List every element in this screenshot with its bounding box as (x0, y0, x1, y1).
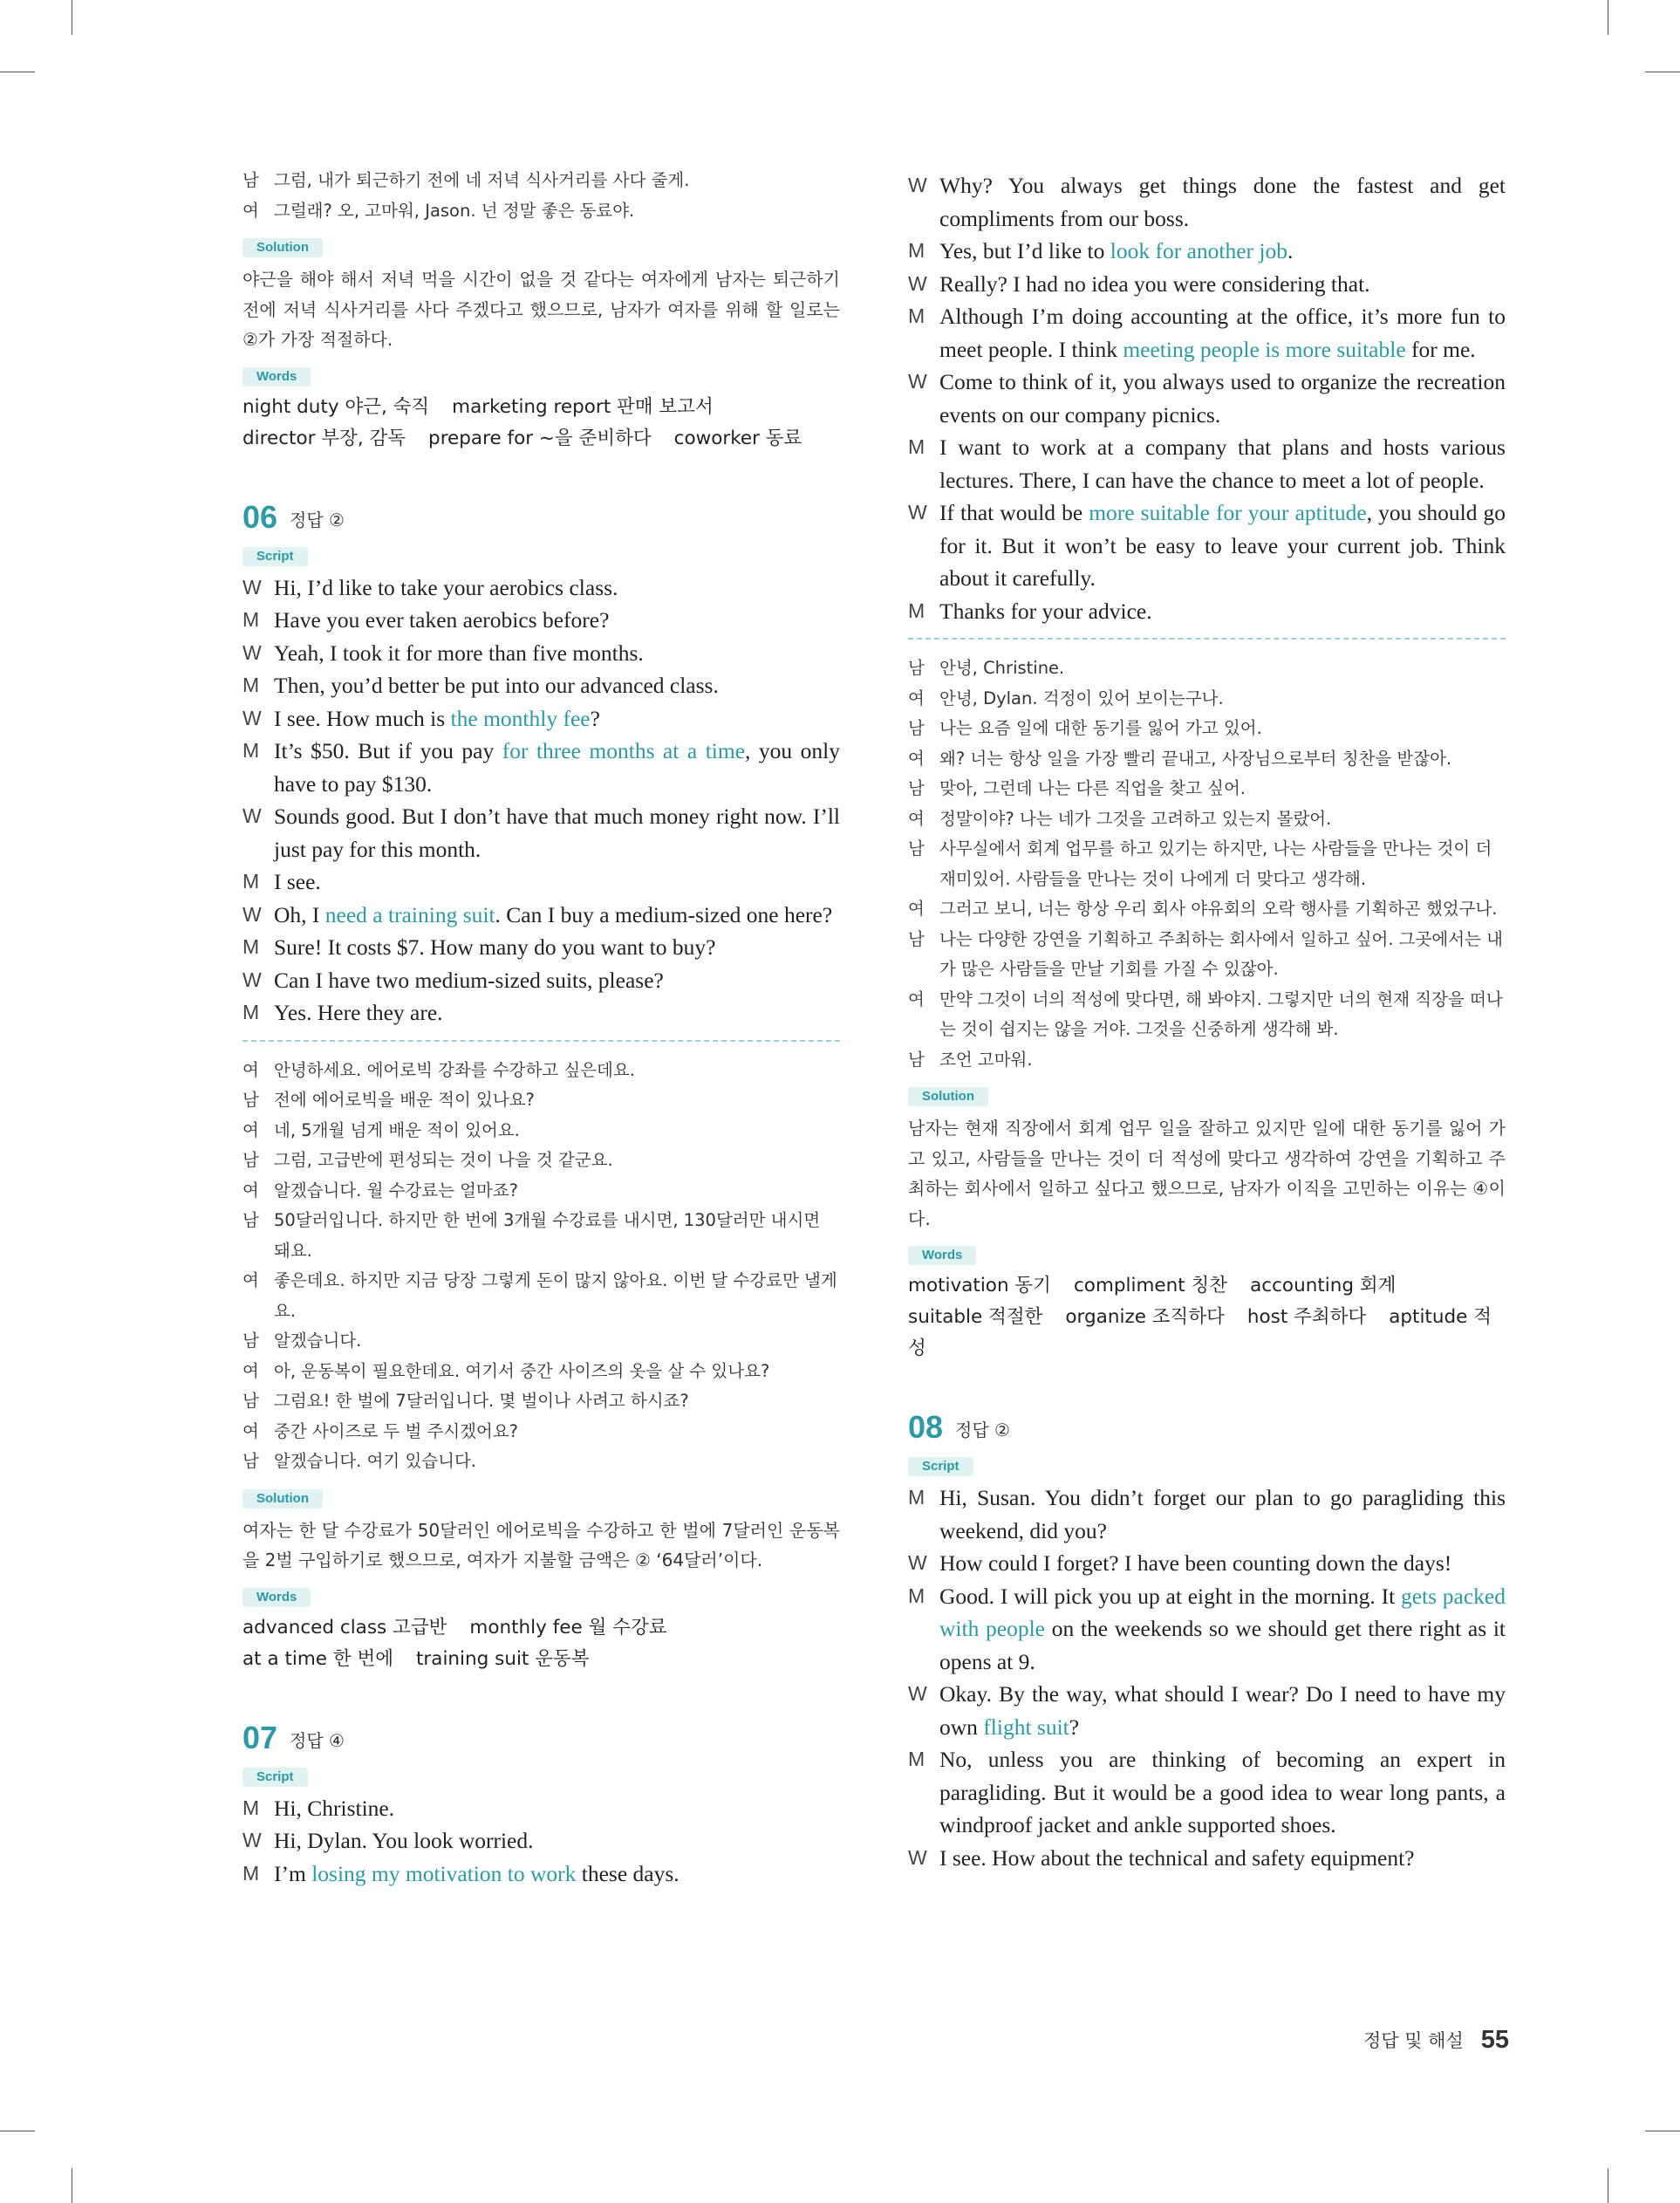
script-line (908, 300, 1506, 366)
page-footer (1343, 2022, 1509, 2057)
speaker-label: W (908, 370, 927, 393)
words-row (242, 392, 840, 423)
line-text: It’s $50. But if you pay (274, 738, 502, 763)
line-text: . Can I buy a medium-sized one here? (495, 901, 833, 927)
speaker-label: 남 (908, 1049, 925, 1070)
speaker-label: 여 (242, 1119, 259, 1140)
speaker-label: 남 (242, 1150, 259, 1170)
dialogue-line (242, 1266, 840, 1326)
speaker-label: W (242, 706, 262, 729)
dialogue-line (242, 1206, 840, 1266)
script-line (908, 268, 1506, 301)
answer-text: 정답 ④ (290, 1729, 345, 1751)
script-line (242, 865, 840, 899)
speaker-label: 남 (242, 1090, 259, 1110)
line-text: 왜? 너는 항상 일을 가장 빨리 끝내고, 사장님으로부터 칭찬을 받잖아. (939, 748, 1452, 769)
dialogue-line (908, 985, 1506, 1045)
script-line (242, 669, 840, 702)
question-header (908, 1406, 1506, 1445)
highlighted-phrase: for three months at a time (502, 738, 746, 763)
line-text: Hi, I’d like to take your aerobics class. (274, 574, 618, 600)
speaker-label: M (908, 599, 925, 622)
speaker-label: W (242, 640, 262, 664)
dialogue-line (908, 894, 1506, 925)
script-line (908, 366, 1506, 431)
line-text: ? (590, 705, 600, 731)
word-entry: marketing report 판매 보고서 (452, 395, 714, 418)
speaker-label: M (908, 1748, 925, 1770)
script-dialogue (242, 1792, 840, 1891)
word-entry: host 주최하다 (1246, 1306, 1367, 1328)
dialogue-line (242, 1146, 840, 1176)
highlighted-phrase: the monthly fee (450, 705, 591, 731)
dialogue-line (242, 1386, 840, 1417)
line-text: I’m (274, 1860, 312, 1886)
answer-text: 정답 ② (290, 509, 345, 530)
line-text: Yes. Here they are. (274, 1000, 443, 1025)
question-number: 06 (242, 498, 278, 535)
dialogue-line (242, 1447, 840, 1477)
word-entry: director 부장, 감독 (242, 427, 406, 449)
speaker-label: M (908, 1486, 925, 1509)
line-text: 아, 운동복이 필요한데요. 여기서 중간 사이즈의 옷을 살 수 있나요? (274, 1360, 770, 1381)
script-label: Script (242, 547, 308, 566)
script-line (908, 496, 1506, 595)
line-text: 안녕, Dylan. 걱정이 있어 보이는구나. (939, 688, 1224, 708)
translation-dialogue (242, 1056, 840, 1477)
script-line (242, 800, 840, 865)
speaker-label: 남 (242, 1210, 259, 1230)
script-line (242, 702, 840, 735)
words-list (242, 392, 840, 455)
script-line (908, 1678, 1506, 1743)
word-entry: at a time 한 번에 (242, 1647, 393, 1670)
speaker-label: W (242, 575, 262, 599)
line-text: for me. (1405, 336, 1476, 362)
solution-label: Solution (242, 238, 323, 257)
intro-dialogue (242, 166, 840, 226)
word-entry: coworker 동료 (673, 427, 802, 449)
speaker-label: 남 (242, 1331, 259, 1351)
line-text: 중간 사이즈로 두 벌 주시겠어요? (274, 1420, 519, 1441)
speaker-label: 남 (242, 170, 259, 190)
speaker-label: W (908, 1845, 927, 1869)
line-text: Really? I had no idea you were considering that. (939, 270, 1370, 297)
line-text: Yes, but I’d like to (939, 238, 1110, 263)
speaker-label: W (908, 174, 927, 196)
line-text: 사무실에서 회계 업무를 하고 있기는 하지만, 나는 사람들을 만나는 것이 더 재미있어. 사람들을 만나는 것이 나에게 더 맞다고 생각해. (939, 838, 1492, 889)
words-label: Words (242, 367, 311, 387)
line-text: , you should go for it. But it won’t be easy to leave your current job. Think about it carefully. (939, 500, 1506, 591)
script-line (908, 431, 1506, 496)
line-text: If that would be (939, 500, 1089, 525)
page-number: 55 (1480, 2025, 1509, 2054)
dialogue-line (242, 1357, 840, 1387)
dialogue-line (908, 653, 1506, 684)
line-text: 그럴래? 오, 고마워, Jason. 넌 정말 좋은 동료야. (274, 200, 635, 221)
line-text: I want to work at a company that plans and hosts various lectures. There, I can have the chance to meet a lot of people. (939, 434, 1506, 493)
solution-text: 여자는 한 달 수강료가 50달러인 에어로빅을 수강하고 한 벌에 7달러인 운동복을 2벌 구입하기로 했으므로, 여자가 지불할 금액은 ② ‘64달러’이다. (242, 1519, 840, 1570)
speaker-label: W (908, 501, 927, 523)
highlighted-phrase: more suitable for your aptitude (1089, 500, 1367, 525)
line-text: Hi, Dylan. You look worried. (274, 1828, 534, 1853)
line-text: Okay. By the way, what should I wear? Do I need to have my own (939, 1681, 1506, 1740)
script-line (242, 1857, 840, 1891)
line-text: Although I’m doing accounting at the office, it’s more fun to meet people. I think (939, 304, 1506, 362)
words-row (242, 1612, 840, 1644)
script-line (908, 1547, 1506, 1580)
script-dialogue (908, 1481, 1506, 1874)
script-line (242, 637, 840, 670)
question-number: 07 (242, 1719, 278, 1755)
speaker-label: 여 (908, 899, 925, 919)
speaker-label: 남 (908, 838, 925, 859)
speaker-label: W (242, 968, 262, 991)
word-entry: organize 조직하다 (1065, 1306, 1225, 1328)
highlighted-phrase: meeting people is more suitable (1123, 336, 1406, 362)
dialogue-line (242, 1326, 840, 1357)
words-row (908, 1270, 1506, 1302)
speaker-label: M (908, 1584, 925, 1607)
script-label: Script (908, 1457, 973, 1476)
answer-text: 정답 ② (955, 1420, 1010, 1440)
left-column (242, 166, 840, 1890)
line-text: ? (1069, 1714, 1080, 1740)
dialogue-line (242, 1176, 840, 1207)
line-text: Can I have two medium-sized suits, please? (274, 967, 664, 993)
translation-dialogue (908, 653, 1506, 1075)
line-text: 알겠습니다. 월 수강료는 얼마죠? (274, 1180, 519, 1201)
word-entry: monthly fee 월 수강료 (469, 1616, 667, 1639)
line-text: , you only have to pay $130. (274, 738, 840, 797)
word-entry: suitable 적절한 (908, 1306, 1043, 1328)
script-line (242, 735, 840, 800)
highlighted-phrase: losing my motivation to work (311, 1860, 577, 1886)
dashed-divider (242, 1040, 840, 1042)
dialogue-line (242, 1085, 840, 1116)
speaker-label: W (242, 1829, 262, 1851)
dialogue-line (908, 925, 1506, 985)
script-line (242, 1824, 840, 1857)
speaker-label: 남 (242, 1391, 259, 1411)
line-text: 50달러입니다. 하지만 한 번에 3개월 수강료를 내시면, 130달러만 내시면 돼요. (274, 1210, 821, 1261)
line-text: Come to think of it, you always used to organize the recreation events on our company picnics. (939, 369, 1506, 428)
speaker-label: M (908, 239, 925, 262)
dialogue-line (908, 744, 1506, 775)
speaker-label: W (242, 804, 262, 827)
line-text: 전에 에어로빅을 배운 적이 있나요? (274, 1090, 535, 1110)
line-text: 알겠습니다. 여기 있습니다. (274, 1451, 477, 1471)
line-text: Sure! It costs $7. How many do you want to buy? (274, 934, 716, 960)
script-line (908, 1481, 1506, 1547)
script-line (908, 1580, 1506, 1679)
speaker-label: 남 (908, 928, 925, 949)
line-text: 안녕, Christine. (939, 658, 1065, 678)
word-entry: compliment 칭찬 (1073, 1275, 1228, 1296)
speaker-label: M (908, 304, 925, 327)
line-text: Oh, I (274, 901, 325, 927)
word-entry: accounting 회계 (1250, 1275, 1397, 1296)
word-entry: advanced class 고급반 (242, 1616, 447, 1639)
line-text: Good. I will pick you up at eight in the morning. It (939, 1583, 1401, 1609)
speaker-label: W (242, 902, 262, 926)
speaker-label: M (242, 1001, 260, 1023)
script-line (908, 595, 1506, 628)
script-line (908, 1842, 1506, 1875)
line-text: 좋은데요. 하지만 지금 당장 그렇게 돈이 많지 않아요. 이번 달 수강료만 낼게요. (274, 1270, 837, 1321)
highlighted-phrase: flight suit (983, 1714, 1069, 1740)
speaker-label: 여 (908, 989, 925, 1009)
script-line (242, 571, 840, 605)
speaker-label: M (242, 870, 260, 893)
line-text: Then, you’d better be put into our advanced class. (274, 673, 719, 698)
dialogue-line (908, 804, 1506, 835)
speaker-label: W (908, 271, 927, 295)
script-dialogue (908, 169, 1506, 627)
solution-text: 야근을 해야 해서 저녁 먹을 시간이 없을 것 같다는 여자에게 남자는 퇴근하기 전에 저녁 식사거리를 사다 주겠다고 했으므로, 남자가 여자를 위해 할 일로는 ②가 가장 적절하다. (242, 269, 840, 350)
line-text: these days. (576, 1860, 680, 1886)
speaker-label: W (908, 1551, 927, 1574)
solution-text: 남자는 현재 직장에서 회계 업무 일을 잘하고 있지만 일에 대한 동기를 잃어 가고 있고, 사람들을 만나는 것이 더 적성에 맞다고 생각하여 강연을 기획하고 주최하는 회사에서 일하고 싶다고 했으므로, 남자가 이직을 고민하는 이유는 ④이다. (908, 1118, 1506, 1229)
line-text: 맞아, 그런데 나는 다른 직업을 찾고 싶어. (939, 778, 1246, 798)
line-text: Why? You always get things done the fastest and get compliments from our boss. (939, 173, 1506, 231)
speaker-label: W (908, 1682, 927, 1705)
script-line (242, 931, 840, 964)
line-text: 안녕하세요. 에어로빅 강좌를 수강하고 싶은데요. (274, 1059, 635, 1080)
speaker-label: M (242, 935, 260, 958)
script-dialogue (242, 571, 840, 1030)
dialogue-line (242, 166, 840, 196)
line-text: 그럼, 내가 퇴근하기 전에 네 저녁 식사거리를 사다 줄게. (274, 170, 690, 190)
word-entry: night duty 야근, 숙직 (242, 395, 430, 418)
line-text: I see. How much is (274, 705, 451, 731)
speaker-label: 여 (908, 808, 925, 829)
question-header (242, 496, 840, 535)
question-number: 08 (908, 1409, 944, 1445)
script-line (908, 169, 1506, 235)
word-entry: aptitude 적성 (908, 1306, 1492, 1359)
speaker-label: 여 (242, 1270, 259, 1290)
script-line (242, 996, 840, 1030)
words-row (908, 1302, 1506, 1365)
line-text: Thanks for your advice. (939, 598, 1152, 624)
dashed-divider (908, 638, 1506, 640)
line-text: I see. (274, 869, 321, 894)
speaker-label: M (908, 435, 925, 458)
words-label: Words (242, 1588, 311, 1607)
script-line (242, 964, 840, 997)
line-text: 그럼, 고급반에 편성되는 것이 나을 것 같군요. (274, 1150, 613, 1170)
line-text: How could I forget? I have been counting down the days! (939, 1550, 1452, 1576)
solution-label: Solution (908, 1087, 988, 1106)
speaker-label: M (242, 739, 260, 762)
speaker-label: 남 (242, 1451, 259, 1471)
words-list (908, 1270, 1506, 1365)
speaker-label: 여 (242, 1360, 259, 1381)
script-label: Script (242, 1768, 308, 1787)
dialogue-line (908, 714, 1506, 744)
speaker-label: M (242, 1861, 260, 1885)
dialogue-line (908, 774, 1506, 804)
line-text: Hi, Christine. (274, 1795, 395, 1821)
question-header (242, 1717, 840, 1755)
speaker-label: M (242, 1796, 260, 1819)
script-line (908, 235, 1506, 268)
highlighted-phrase: look for another job (1110, 238, 1287, 263)
speaker-label: 남 (908, 778, 925, 798)
line-text: Yeah, I took it for more than five months. (274, 640, 644, 666)
line-text: . (1287, 238, 1294, 263)
speaker-label: M (242, 674, 260, 696)
dialogue-line (242, 1056, 840, 1086)
speaker-label: 여 (242, 1420, 259, 1441)
dialogue-line (908, 684, 1506, 715)
line-text: 네, 5개월 넘게 배운 적이 있어요. (274, 1119, 520, 1140)
script-line (908, 1743, 1506, 1842)
line-text: No, unless you are thinking of becoming an expert in paragliding. But it would be a good idea to wear long pants, a windproof jacket and ankle supported shoes. (939, 1747, 1506, 1837)
script-line (242, 604, 840, 637)
words-row (242, 423, 840, 455)
line-text: 정말이야? 나는 네가 그것을 고려하고 있는지 몰랐어. (939, 808, 1332, 829)
word-entry: training suit 운동복 (416, 1647, 590, 1670)
line-text: 그러고 보니, 너는 항상 우리 회사 야유회의 오락 행사를 기획하곤 했었구나. (939, 899, 1498, 919)
script-line (242, 899, 840, 932)
line-text: Have you ever taken aerobics before? (274, 607, 610, 633)
words-label: Words (908, 1246, 976, 1265)
line-text: 나는 다양한 강연을 기획하고 주최하는 회사에서 일하고 싶어. 그곳에서는 내가 많은 사람들을 만날 기회를 가질 수 있잖아. (939, 928, 1503, 979)
speaker-label: 남 (908, 718, 925, 738)
right-column (908, 169, 1506, 1874)
line-text: 조언 고마워. (939, 1049, 1033, 1070)
line-text: 알겠습니다. (274, 1331, 362, 1351)
dialogue-line (908, 834, 1506, 894)
speaker-label: M (242, 608, 260, 631)
line-text: I see. How about the technical and safety equipment? (939, 1844, 1415, 1871)
speaker-label: 여 (908, 748, 925, 769)
line-text: 그럼요! 한 벌에 7달러입니다. 몇 벌이나 사려고 하시죠? (274, 1391, 689, 1411)
line-text: Hi, Susan. You didn’t forget our plan to go paragliding this weekend, did you? (939, 1485, 1506, 1543)
speaker-label: 여 (242, 1059, 259, 1080)
dialogue-line (242, 1417, 840, 1447)
highlighted-phrase: need a training suit (324, 901, 495, 927)
words-row (242, 1644, 840, 1675)
words-list (242, 1612, 840, 1675)
line-text: Sounds good. But I don’t have that much money right now. I’ll just pay for this month. (274, 804, 840, 862)
word-entry: prepare for ~을 준비하다 (428, 427, 652, 449)
solution-label: Solution (242, 1489, 323, 1509)
dialogue-line (242, 1116, 840, 1146)
speaker-label: 여 (242, 200, 259, 221)
speaker-label: 여 (242, 1180, 259, 1201)
line-text: on the weekends so we should get there right as it opens at 9. (939, 1616, 1506, 1674)
script-line (242, 1792, 840, 1825)
dialogue-line (242, 196, 840, 227)
footer-title: 정답 및 해설 (1362, 2030, 1464, 2051)
dialogue-line (908, 1045, 1506, 1076)
speaker-label: 남 (908, 658, 925, 678)
line-text: 나는 요즘 일에 대한 동기를 잃어 가고 있어. (939, 718, 1262, 738)
speaker-label: 여 (908, 688, 925, 708)
highlighted-phrase: gets packed with people (939, 1583, 1506, 1641)
line-text: 만약 그것이 너의 적성에 맞다면, 해 봐야지. 그렇지만 너의 현재 직장을 떠나는 것이 쉽지는 않을 거야. 그것을 신중하게 생각해 봐. (939, 989, 1503, 1039)
word-entry: motivation 동기 (908, 1275, 1051, 1296)
